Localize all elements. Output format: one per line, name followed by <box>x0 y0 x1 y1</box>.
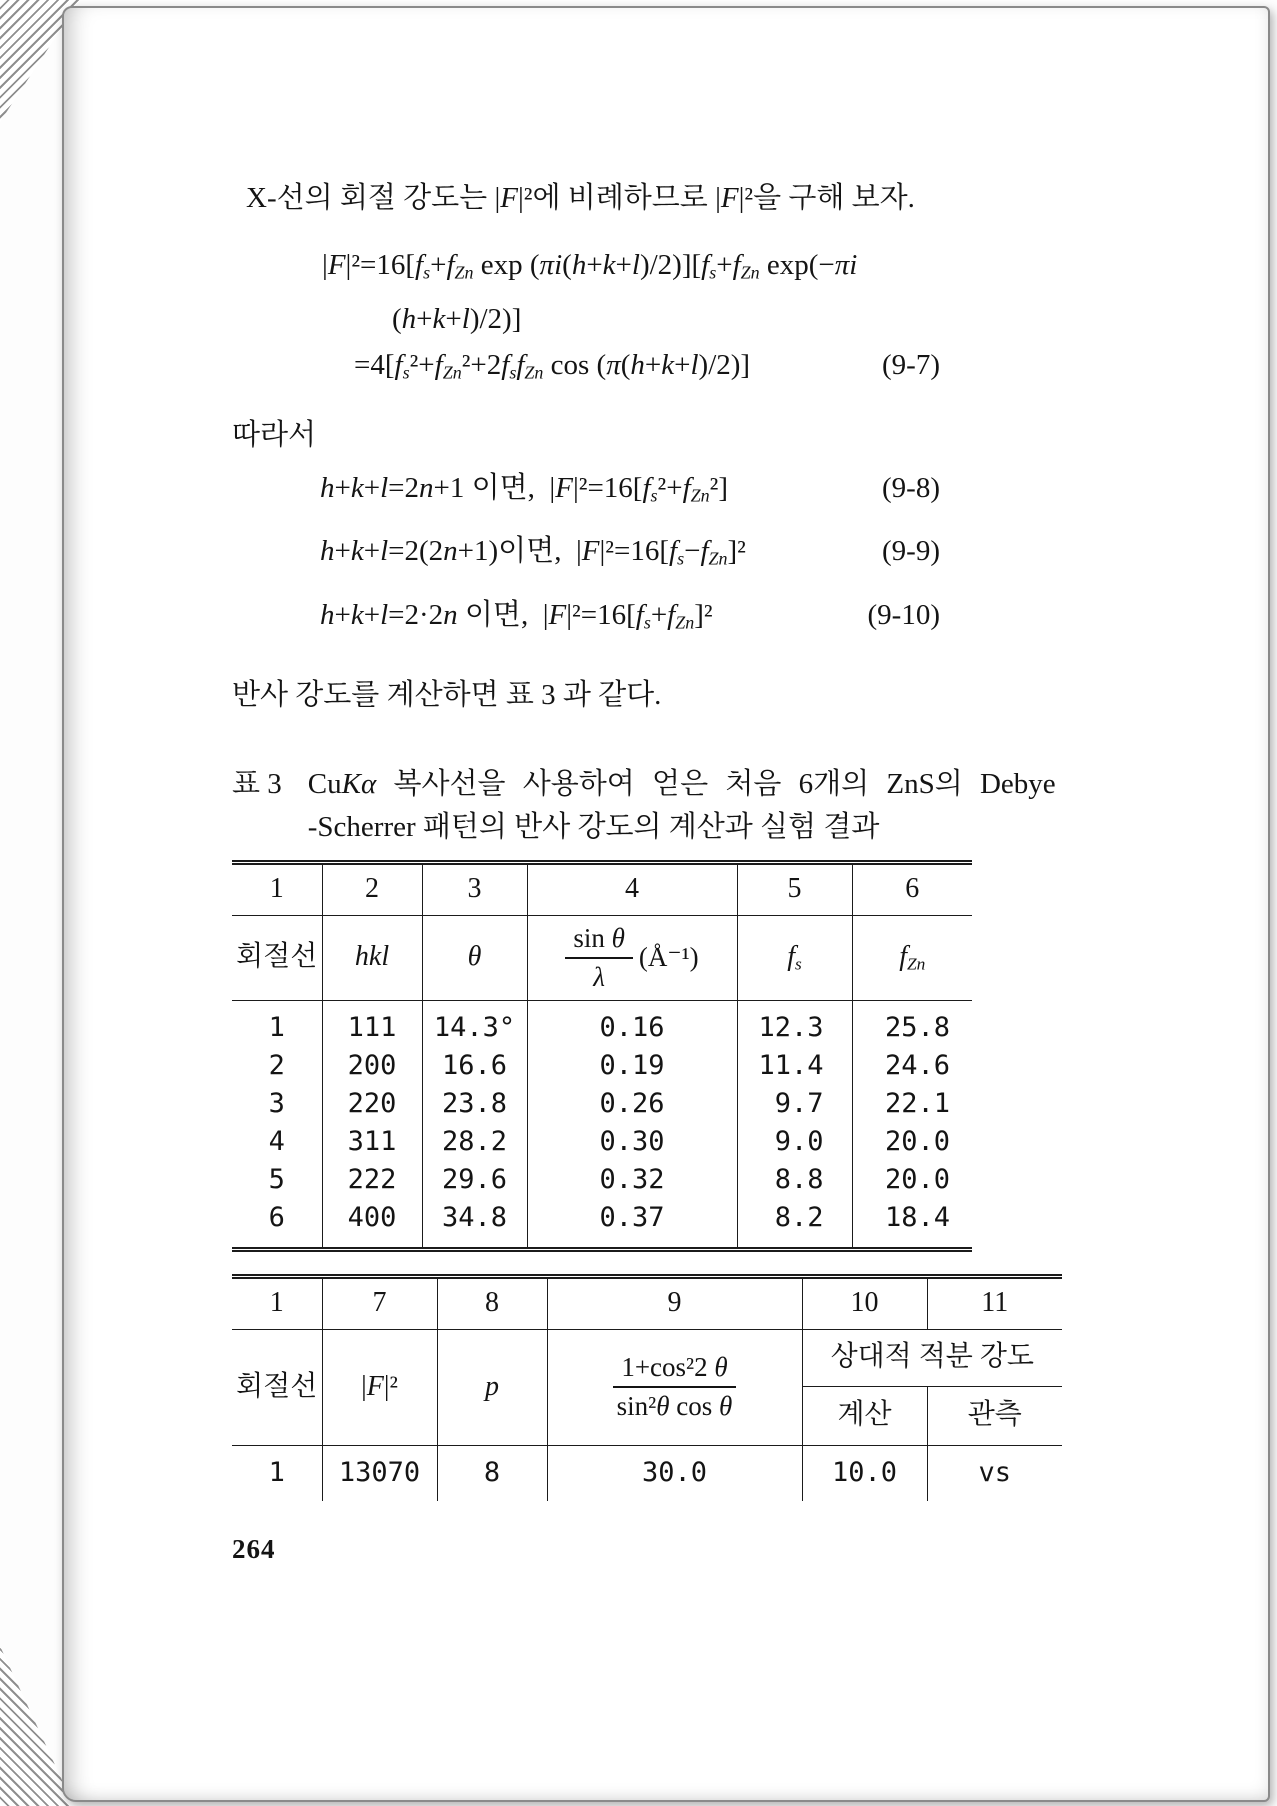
column-number-row <box>232 862 972 915</box>
column-header: θ <box>422 915 527 1000</box>
table-cell: 20.0 <box>852 1123 972 1161</box>
column-header: hkl <box>322 915 422 1000</box>
table-cell: 28.2 <box>422 1123 527 1161</box>
column-number: 6 <box>852 862 972 915</box>
table-cell: 3 <box>268 1087 285 1119</box>
equation-line: (h+k+l)/2)] <box>392 302 522 335</box>
table-row <box>232 1199 972 1250</box>
equation-line: $|F|^2=16[f_s+f_{Zn}$ $\exp (\pi i(h+k+l)/2)][f_s+f_{Zn}$ exp(−πi <box>322 249 858 283</box>
table-cell: 4 <box>268 1125 285 1157</box>
page-number: 264 <box>232 1533 276 1564</box>
page-content <box>232 178 1070 1568</box>
group-header: 상대적 적분 강도 <box>802 1329 1062 1386</box>
table-cell: 220 <box>322 1085 422 1123</box>
column-number-row <box>232 1276 1062 1329</box>
table-row <box>232 1123 972 1161</box>
intro-paragraph: X-선의 회절 강도는 |F|²에 비례하므로 |F|²을 구해 보자. <box>246 182 915 214</box>
equation-9-9 <box>232 528 1070 581</box>
column-header: $\frac{\text{sin θ}}{\lambda}$ (Å⁻¹) <box>527 915 737 1000</box>
column-header: 회절선 <box>232 1329 322 1445</box>
column-number: 7 <box>322 1276 437 1329</box>
table-cell: 6 <box>268 1201 285 1233</box>
table-row <box>232 1047 972 1085</box>
table-cell: 12.3 <box>737 1000 852 1047</box>
table-cell: 0.37 <box>527 1199 737 1250</box>
table-cell: 1 <box>268 1011 285 1043</box>
column-header: |F|² <box>322 1329 437 1445</box>
equation-9-8 <box>232 465 1070 518</box>
equation-9-10 <box>232 592 1070 645</box>
equation-number: (9-9) <box>882 535 940 568</box>
equation-body: h+k+l=2n+1 이면, $|F|^2=16[f_s^2+f_{Zn}^2]$ <box>320 472 728 506</box>
table-row <box>232 1085 972 1123</box>
table-cell: 0.19 <box>527 1047 737 1085</box>
table-cell: 0.30 <box>527 1123 737 1161</box>
column-header: $f_s$ <box>737 915 852 1000</box>
column-number: 3 <box>422 862 527 915</box>
table-cell: 11.4 <box>737 1047 852 1085</box>
column-number: 8 <box>437 1276 547 1329</box>
table-cell: 20.0 <box>852 1161 972 1199</box>
table-cell: 0.32 <box>527 1161 737 1199</box>
table-row <box>232 1445 1062 1501</box>
table-cell: 9.0 <box>737 1123 852 1161</box>
table-cell: 9.7 <box>737 1085 852 1123</box>
equation-9-7 <box>232 242 1070 395</box>
equation-body: h+k+l=2(2n+1)이면, $|F|^2=16[f_s-f_{Zn}]^2$ <box>320 535 746 569</box>
table-cell: 34.8 <box>422 1199 527 1250</box>
column-header: $f_{Zn}$ <box>852 915 972 1000</box>
table-row <box>232 1161 972 1199</box>
caption-line: CuKα 복사선을 사용하여 얻은 처음 6개의 ZnS의 Debye <box>307 768 1056 801</box>
table-cell: 111 <box>322 1000 422 1047</box>
table-cell: 30.0 <box>547 1445 802 1501</box>
equation-line <box>354 342 1070 395</box>
table-cell: 0.26 <box>527 1085 737 1123</box>
table-cell: 1 <box>268 1457 285 1489</box>
equation-body: h+k+l=2·2n 이면, $|F|^2=16[f_s+f_{Zn}]^2$ <box>320 598 713 633</box>
therefore-text: 따라서 <box>232 418 317 451</box>
table-cell: 2 <box>268 1049 285 1081</box>
table-caption <box>232 763 1070 847</box>
column-number: 2 <box>322 862 422 915</box>
header-row <box>232 1329 1062 1386</box>
table-cell: 8 <box>437 1445 547 1501</box>
table-cell: 22.1 <box>852 1085 972 1123</box>
table-3-part-1 <box>232 860 972 1252</box>
equation-number: (9-8) <box>882 472 940 504</box>
column-number: 9 <box>547 1276 802 1329</box>
table-cell: 23.8 <box>422 1085 527 1123</box>
table-cell: 16.6 <box>422 1047 527 1085</box>
column-header: 회절선 <box>232 915 322 1000</box>
column-header: 계산 <box>802 1386 927 1445</box>
table-intro-paragraph: 반사 강도를 계산하면 표 3 과 같다. <box>232 679 662 712</box>
column-header: $\frac{\text{1+cos²2 θ}}{\text{sin²θ cos θ}}$ <box>547 1329 802 1445</box>
column-number: 4 <box>527 862 737 915</box>
column-header: 관측 <box>927 1386 1062 1445</box>
table-cell: 8.2 <box>737 1199 852 1250</box>
caption-line: -Scherrer 패턴의 반사 강도의 계산과 실험 결과 <box>307 810 880 843</box>
table-row <box>232 1000 972 1047</box>
table-cell: 29.6 <box>422 1161 527 1199</box>
table-cell: 311 <box>322 1123 422 1161</box>
table-caption-text <box>308 763 1056 847</box>
table-cell: 13070 <box>322 1445 437 1501</box>
equation-number: (9-10) <box>867 598 940 631</box>
table-cell: 0.16 <box>527 1000 737 1047</box>
table-3-part-2 <box>232 1274 1062 1501</box>
table-cell: 24.6 <box>852 1047 972 1085</box>
column-number: 10 <box>802 1276 927 1329</box>
header-row <box>232 915 972 1000</box>
table-cell: vs <box>927 1445 1062 1501</box>
equation-number: (9-7) <box>882 348 940 381</box>
table-cell: 25.8 <box>852 1000 972 1047</box>
book-page <box>62 6 1270 1802</box>
table-cell: 10.0 <box>802 1445 927 1501</box>
table-cell: 8.8 <box>737 1161 852 1199</box>
table-cell: 200 <box>322 1047 422 1085</box>
table-cell: 5 <box>268 1163 285 1195</box>
table-cell: 14.3° <box>422 1000 527 1047</box>
column-number: 1 <box>232 862 322 915</box>
equation-body: $=4[f_s^2+f_{Zn}^2+2f_sf_{Zn}$ cos (π(h+k+l)/2)] <box>354 348 751 382</box>
table-cell: 222 <box>322 1161 422 1199</box>
column-header: p <box>437 1329 547 1445</box>
column-number: 1 <box>232 1276 322 1329</box>
table-caption-label: 표 3 <box>232 768 282 801</box>
table-cell: 18.4 <box>852 1199 972 1250</box>
column-number: 11 <box>927 1276 1062 1329</box>
column-number: 5 <box>737 862 852 915</box>
table-cell: 400 <box>322 1199 422 1250</box>
